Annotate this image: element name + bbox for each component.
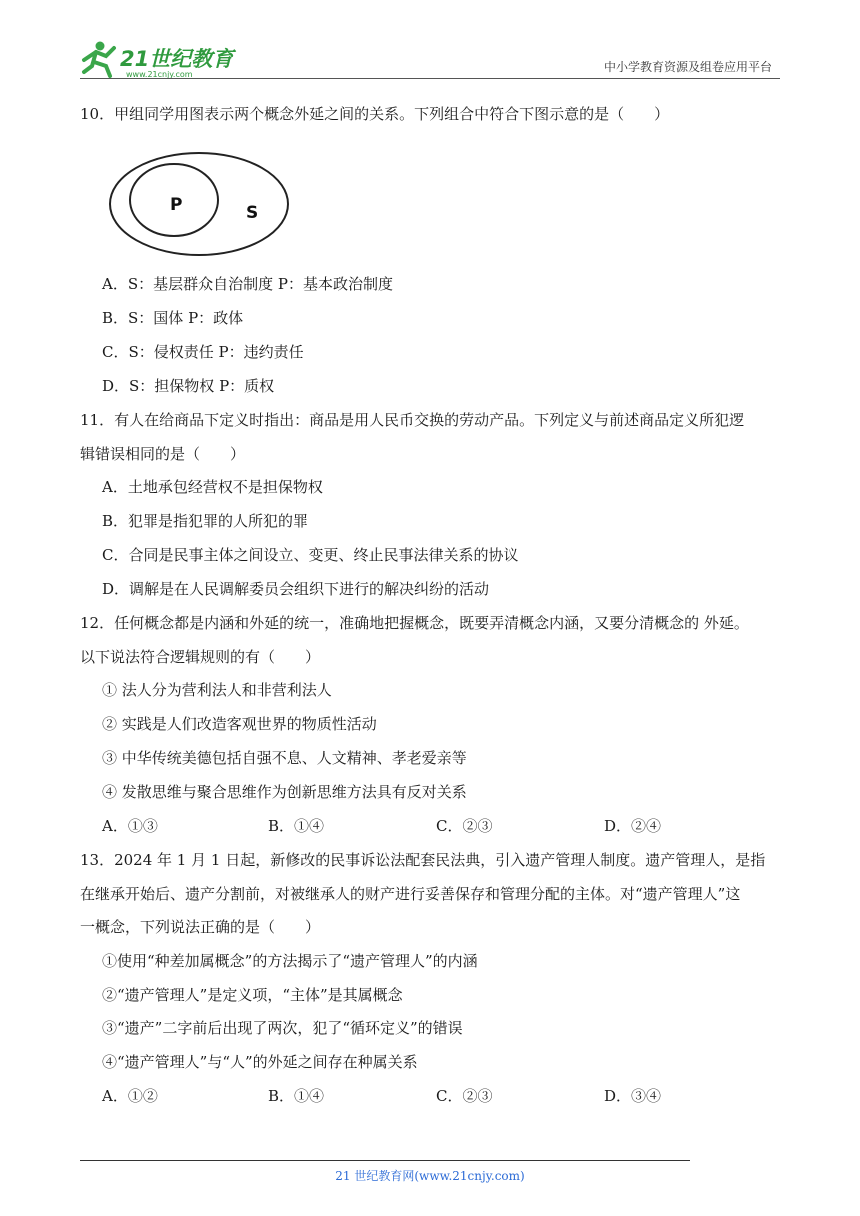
q13-stem-line1: 13．2024 年 1 月 1 日起，新修改的民事诉讼法配套民法典，引入遗产管理人制度。遗产管理人，是指 (80, 851, 766, 869)
q10-option-b: B．S：国体 P：政体 (102, 309, 244, 327)
venn-diagram (108, 150, 290, 258)
label-p: P (170, 195, 183, 215)
site-tag: 中小学教育资源及组卷应用平台 (603, 60, 772, 74)
q12-statement-4: ④ 发散思维与聚合思维作为创新思维方法具有反对关系 (102, 783, 467, 801)
logo-url: www.21cnjy.com (126, 70, 193, 79)
q13-choice-c: C．②③ (436, 1087, 493, 1105)
q12-statement-1: ① 法人分为营利法人和非营利法人 (102, 681, 332, 699)
q13-choice-b: B．①④ (268, 1087, 325, 1105)
q12-choice-b: B．①④ (268, 817, 325, 835)
logo (80, 38, 250, 80)
q11-stem-line2: 辑错误相同的是（ ） (80, 445, 246, 463)
q13-statement-2: ②“遗产管理人”是定义项，“主体”是其属概念 (102, 986, 403, 1004)
header-divider (80, 78, 780, 79)
footer-divider (80, 1160, 690, 1161)
q12-stem-line2: 以下说法符合逻辑规则的有（ ） (80, 648, 321, 666)
footer-link[interactable]: 21 世纪教育网(www.21cnjy.com) (335, 1169, 525, 1183)
q12-choice-c: C．②③ (436, 817, 493, 835)
q13-stem-line2: 在继承开始后、遗产分割前，对被继承人的财产进行妥善保存和管理分配的主体。对“遗产管理人”这 (80, 885, 741, 903)
q12-statement-2: ② 实践是人们改造客观世界的物质性活动 (102, 715, 377, 733)
label-s: S (246, 203, 259, 223)
q13-stem-line3: 一概念，下列说法正确的是（ ） (80, 918, 321, 936)
q11-option-b: B．犯罪是指犯罪的人所犯的罪 (102, 512, 309, 530)
q13-statement-3: ③“遗产”二字前后出现了两次，犯了“循环定义”的错误 (102, 1019, 463, 1037)
q10-option-a: A．S：基层群众自治制度 P：基本政治制度 (102, 275, 393, 293)
q13-statement-4: ④“遗产管理人”与“人”的外延之间存在种属关系 (102, 1053, 418, 1071)
q12-choice-a: A．①③ (102, 817, 158, 835)
q11-option-d: D．调解是在人民调解委员会组织下进行的解决纠纷的活动 (102, 580, 490, 598)
q13-choice-a: A．①② (102, 1087, 158, 1105)
q13-choice-d: D．③④ (604, 1087, 662, 1105)
q10-option-c: C．S：侵权责任 P：违约责任 (102, 343, 304, 361)
q13-statement-1: ①使用“种差加属概念”的方法揭示了“遗产管理人”的内涵 (102, 952, 478, 970)
q11-option-c: C．合同是民事主体之间设立、变更、终止民事法律关系的协议 (102, 546, 519, 564)
q12-stem-line1: 12．任何概念都是内涵和外延的统一，准确地把握概念，既要弄清概念内涵，又要分清概念的 外延。 (80, 614, 749, 632)
outer-ellipse-s (110, 153, 288, 255)
page-header (80, 38, 780, 80)
q12-choice-d: D．②④ (604, 817, 662, 835)
q11-option-a: A．土地承包经营权不是担保物权 (102, 478, 323, 496)
q12-statement-3: ③ 中华传统美德包括自强不息、人文精神、孝老爱亲等 (102, 749, 467, 767)
q11-stem-line1: 11．有人在给商品下定义时指出：商品是用人民币交换的劳动产品。下列定义与前述商品定义所犯逻 (80, 411, 745, 429)
logo-text: 21世纪教育 (120, 47, 234, 71)
q10-option-d: D．S：担保物权 P：质权 (102, 377, 275, 395)
runner-icon (84, 42, 114, 77)
q10-stem: 10．甲组同学用图表示两个概念外延之间的关系。下列组合中符合下图示意的是（ ） (80, 105, 670, 123)
